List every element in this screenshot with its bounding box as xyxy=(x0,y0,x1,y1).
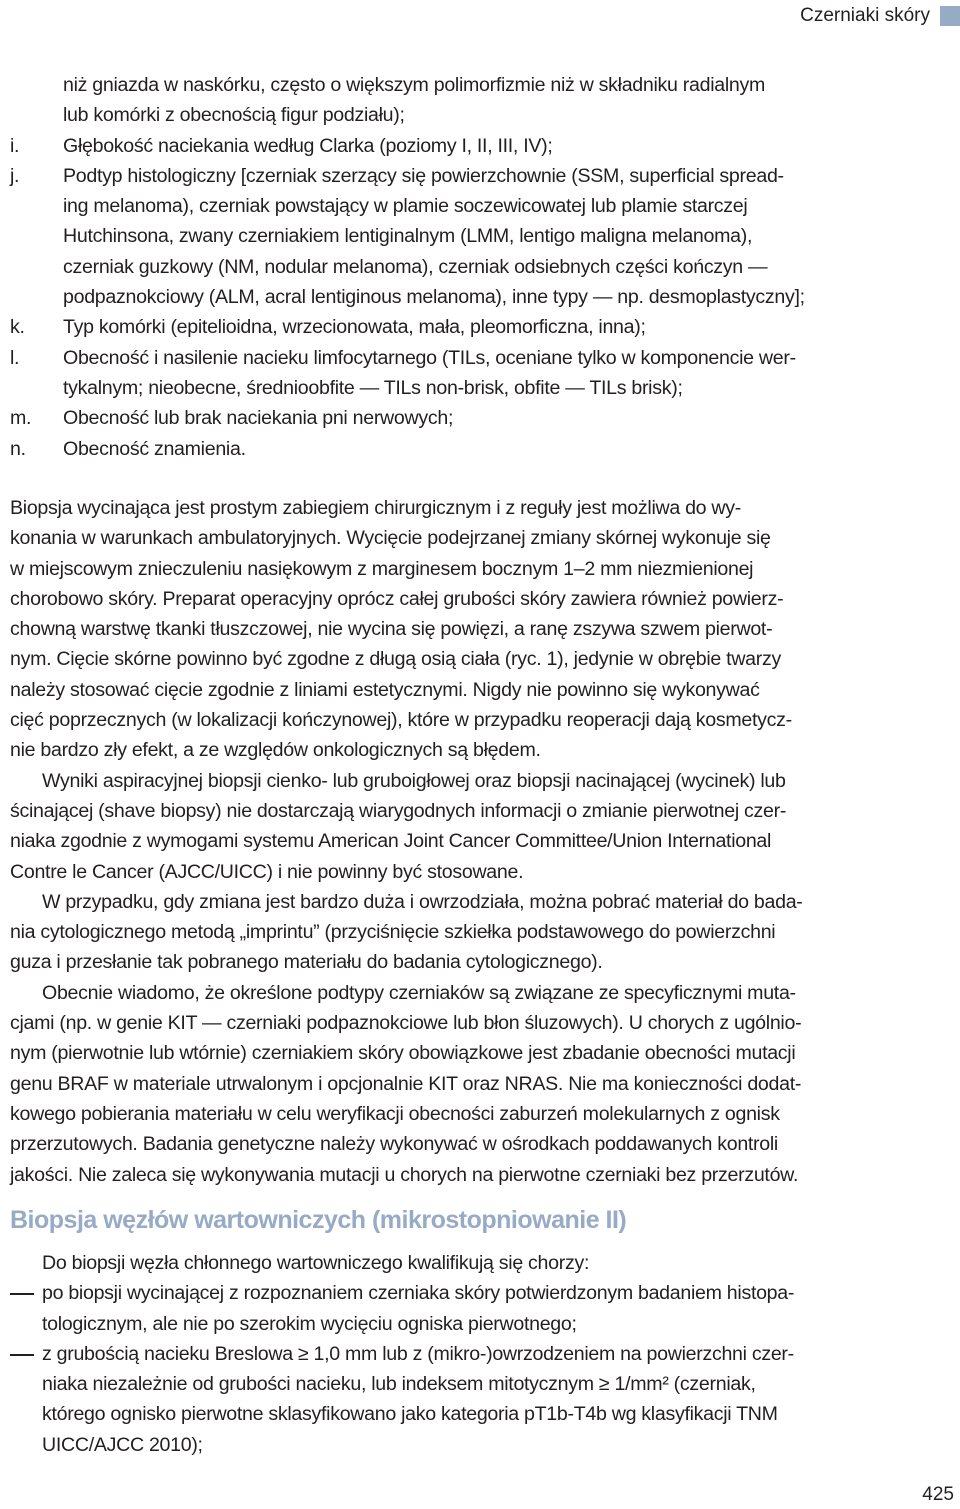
criteria-list xyxy=(10,70,874,464)
bullet-continuation: tologicznym, ale nie po szerokim wycięciu ogniska pierwotnego; xyxy=(42,1312,577,1335)
paragraph-line: cjami (np. w genie KIT — czerniaki podpaznokciowe lub błon śluzowych). U chorych z ugólnio- xyxy=(10,1012,802,1035)
paragraph-line: genu BRAF w materiale utrwalonym i opcjonalnie KIT oraz NRAS. Nie ma konieczności dodat- xyxy=(10,1072,802,1095)
paragraph-line: cięć poprzecznych (w lokalizacji kończynowej), które w przypadku reoperacji dają kosmetycz- xyxy=(10,709,792,732)
bullet-continuation: niaka niezależnie od grubości nacieku, lub indeksem mitotycznym ≥ 1/mm² (czerniak, xyxy=(42,1373,756,1396)
paragraph-line: konania w warunkach ambulatoryjnych. Wycięcie podejrzanej zmiany skórnej wykonuje się xyxy=(10,527,771,550)
qualification-list xyxy=(10,1248,874,1460)
list-intro: Do biopsji węzła chłonnego wartowniczego kwalifikują się chorzy: xyxy=(42,1252,590,1274)
paragraph-line: nie bardzo zły efekt, a ze względów onkologicznych są błędem. xyxy=(10,739,541,762)
list-line: ing melanoma), czerniak powstający w plamie soczewicowatej lub plamie starczej xyxy=(63,195,748,218)
list-item-k: k. Typ komórki (epitelioidna, wrzecionowata, mała, pleomorficzna, inna); xyxy=(10,316,646,339)
list-line: czerniak guzkowy (NM, nodular melanoma), czerniak odsiebnych części kończyn — xyxy=(63,255,768,278)
running-header-title: Czerniaki skóry xyxy=(800,5,930,26)
paragraph-line: kowego pobierania materiału w celu weryfikacji obecności zaburzeń molekularnych z ognisk xyxy=(10,1102,780,1125)
page-number: 425 xyxy=(922,1484,954,1505)
running-header xyxy=(800,4,960,28)
section-heading: Biopsja węzłów wartowniczych (mikrostopniowanie II) xyxy=(10,1206,627,1234)
list-line: tykalnym; nieobecne, średnioobfite — TILs non-brisk, obfite — TILs brisk); xyxy=(63,376,683,399)
paragraph-line: Obecnie wiadomo, że określone podtypy czerniaków są związane ze specyficznymi muta- xyxy=(42,981,796,1004)
list-line: podpaznokciowy (ALM, acral lentiginous melanoma), inne typy — np. desmoplastyczny]; xyxy=(63,286,805,309)
list-item-m: m. Obecność lub brak naciekania pni nerwowych; xyxy=(10,407,454,430)
paragraph-line: nym (pierwotnie lub wtórnie) czerniakiem skóry obowiązkowe jest zbadanie obecności mutacji xyxy=(10,1042,796,1065)
bullet-continuation: którego ognisko pierwotne sklasyfikowano jako kategoria pT1b-T4b wg klasyfikacji TNM xyxy=(42,1403,778,1426)
list-item-n: n. Obecność znamienia. xyxy=(10,437,246,460)
paragraph-line: Wyniki aspiracyjnej biopsji cienko- lub gruboigłowej oraz biopsji nacinającej (wycinek) lub xyxy=(42,769,786,792)
paragraph-line: W przypadku, gdy zmiana jest bardzo duża i owrzodziała, można pobrać materiał do bada- xyxy=(42,890,803,913)
list-item-i: i. Głębokość naciekania według Clarka (poziomy I, II, III, IV); xyxy=(10,134,553,157)
paragraph-line: w miejscowym znieczuleniu nasiękowym z marginesem bocznym 1–2 mm niezmienionej xyxy=(10,557,754,580)
paragraph-line: niaka zgodnie z wymogami systemu American Joint Cancer Committee/Union International xyxy=(10,830,772,853)
paragraph-line: jakości. Nie zaleca się wykonywania mutacji u chorych na pierwotne czerniaki bez przerzutów. xyxy=(10,1163,799,1186)
paragraph-line: nym. Cięcie skórne powinno być zgodne z długą osią ciała (ryc. 1), jedynie w obrębie twarzy xyxy=(10,648,781,671)
bullet-continuation: UICC/AJCC 2010); xyxy=(42,1433,203,1456)
list-line: lub komórki z obecnością figur podziału); xyxy=(63,104,405,127)
paragraph-line: guza i przesłanie tak pobranego materiału do badania cytologicznego). xyxy=(10,951,603,974)
paragraph-line: przerzutowych. Badania genetyczne należy wykonywać w ośrodkach poddawanych kontroli xyxy=(10,1133,778,1156)
paragraph-line: Biopsja wycinająca jest prostym zabiegiem chirurgicznym i z reguły jest możliwa do wy- xyxy=(10,497,742,519)
header-accent-square xyxy=(940,6,960,26)
bullet-item: po biopsji wycinającej z rozpoznaniem czerniaka skóry potwierdzonym badaniem histopa- xyxy=(10,1278,874,1308)
paragraph-line: należy stosować cięcie zgodnie z liniami estetycznymi. Nigdy nie powinno się wykonywać xyxy=(10,678,760,701)
paragraph-line: nia cytologicznego metodą „imprintu” (przyciśnięcie szkiełka podstawowego do powierzchni xyxy=(10,921,776,944)
dash-bullet xyxy=(10,1293,34,1295)
bullet-item: z grubością nacieku Breslowa ≥ 1,0 mm lub z (mikro-)owrzodzeniem na powierzchni czer- xyxy=(10,1339,874,1369)
dash-bullet xyxy=(10,1354,34,1356)
list-item-l: l. Obecność i nasilenie nacieku limfocytarnego (TILs, oceniane tylko w komponencie wer- xyxy=(10,346,796,369)
list-line: niż gniazda w naskórku, często o większym polimorfizmie niż w składniku radialnym xyxy=(63,74,766,96)
list-line: Hutchinsona, zwany czerniakiem lentiginalnym (LMM, lentigo maligna melanoma), xyxy=(63,225,753,248)
body-text xyxy=(10,493,874,1190)
paragraph-line: ścinającej (shave biopsy) nie dostarczają wiarygodnych informacji o zmianie pierwotnej czer- xyxy=(10,799,787,822)
paragraph-line: chowną warstwę tkanki tłuszczowej, nie wycina się powięzi, a ranę zszywa szwem pierwot- xyxy=(10,618,773,641)
paragraph-line: chorobowo skóry. Preparat operacyjny oprócz całej grubości skóry zawiera również powierz- xyxy=(10,587,784,610)
paragraph-line: Contre le Cancer (AJCC/UICC) i nie powinny być stosowane. xyxy=(10,860,524,883)
list-item-j: j. Podtyp histologiczny [czerniak szerzący się powierzchownie (SSM, superficial spread- xyxy=(10,164,784,187)
